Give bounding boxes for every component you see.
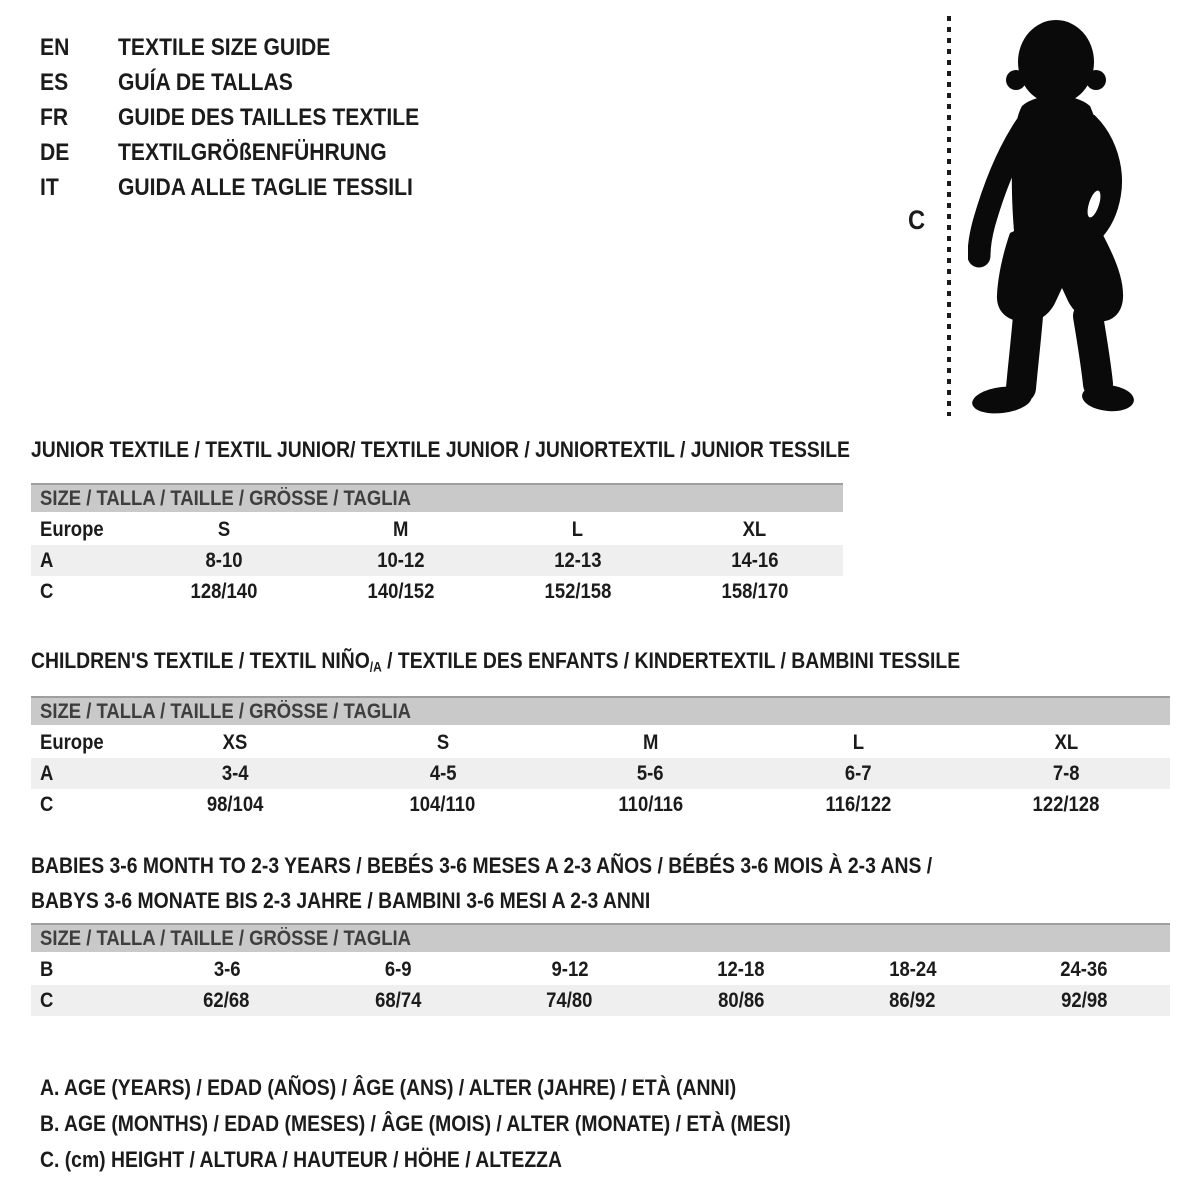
row-label-text: A — [40, 548, 54, 572]
cell — [131, 731, 339, 755]
cell-text: 7-8 — [1052, 761, 1080, 785]
row-label-text: C — [40, 988, 54, 1012]
heading-segment: BABYS 3-6 MONATE BIS 2-3 JAHRE / BAMBINI 3-6 MESI A 2-3 ANNI — [31, 888, 651, 913]
size-header-bar — [31, 483, 843, 512]
cell — [999, 958, 1171, 982]
cell — [666, 518, 843, 542]
section-heading — [31, 437, 850, 463]
size-table — [31, 727, 1170, 820]
table-row — [31, 514, 843, 545]
cell-text: 152/158 — [544, 579, 612, 603]
cell — [313, 580, 490, 604]
cell — [490, 518, 667, 542]
section-babies-textile — [31, 853, 1170, 1016]
cell — [484, 958, 656, 982]
language-row — [40, 30, 460, 65]
cell-text: 4-5 — [429, 761, 457, 785]
table-row — [31, 954, 1170, 985]
language-row — [40, 100, 460, 135]
height-measure-label: C — [908, 205, 926, 235]
section-heading-text — [31, 888, 650, 914]
row-label-text: C — [40, 579, 54, 603]
cell — [136, 580, 313, 604]
cell — [339, 793, 547, 817]
cell-text: L — [572, 517, 584, 541]
heading-subscript: /A — [369, 659, 382, 675]
cell-text: 3-4 — [221, 761, 249, 785]
cell — [313, 989, 485, 1013]
cell — [484, 989, 656, 1013]
language-code: ES — [40, 68, 69, 96]
guide-title: GUIDE DES TAILLES TEXTILE — [118, 103, 420, 131]
section-heading — [31, 853, 1170, 879]
table-row — [31, 789, 1170, 820]
cell-text: XS — [222, 730, 248, 754]
table-row — [31, 545, 843, 576]
cell-text: 128/140 — [190, 579, 258, 603]
legend-text: A. AGE (YEARS) / EDAD (AÑOS) / ÂGE (ANS) / ALTER (JAHRE) / ETÀ (ANNI) — [40, 1075, 737, 1100]
cell — [313, 518, 490, 542]
size-header-text: SIZE / TALLA / TAILLE / GRÖSSE / TAGLIA — [40, 926, 411, 950]
language-code: FR — [40, 103, 69, 131]
cell-text: 110/116 — [618, 792, 683, 816]
cell-text: M — [642, 730, 659, 754]
cell-text: 140/152 — [367, 579, 435, 603]
cell-text: 12-13 — [554, 548, 602, 572]
cell-text: 5-6 — [637, 761, 664, 785]
language-list — [40, 30, 460, 205]
cell — [131, 793, 339, 817]
cell — [666, 549, 843, 573]
size-header-bar — [31, 923, 1170, 952]
row-label — [31, 989, 141, 1013]
cell — [339, 762, 547, 786]
cell — [131, 762, 339, 786]
cell-text: M — [393, 517, 409, 541]
cell-text: 3-6 — [213, 957, 241, 981]
cell-text: 80/86 — [718, 988, 765, 1012]
guide-title: GUIDA ALLE TAGLIE TESSILI — [118, 173, 413, 201]
cell — [490, 549, 667, 573]
cell — [313, 958, 485, 982]
legend — [40, 1070, 893, 1178]
cell-text: 12-18 — [717, 957, 765, 981]
row-label-text: A — [40, 761, 54, 785]
cell-text: 104/110 — [409, 792, 476, 816]
toddler-silhouette-icon — [968, 18, 1140, 418]
cell — [313, 549, 490, 573]
language-code: DE — [40, 138, 70, 166]
section-childrens-textile — [31, 648, 1170, 820]
cell — [136, 518, 313, 542]
legend-line — [40, 1070, 893, 1106]
size-table — [31, 954, 1170, 1016]
heading-segment: JUNIOR TEXTILE / TEXTIL JUNIOR/ TEXTILE JUNIOR / JUNIORTEXTIL / JUNIOR TESSILE — [31, 437, 850, 462]
cell — [962, 762, 1170, 786]
row-label — [31, 580, 136, 604]
heading-segment: CHILDREN'S TEXTILE / TEXTIL NIÑO — [31, 648, 370, 673]
heading-segment: / TEXTILE DES ENFANTS / KINDERTEXTIL / BAMBINI TESSILE — [381, 648, 961, 673]
section-heading-text — [31, 648, 960, 680]
cell-text: 8-10 — [205, 548, 243, 572]
heading-segment: BABIES 3-6 MONTH TO 2-3 YEARS / BEBÉS 3-6 MESES A 2-3 AÑOS / BÉBÉS 3-6 MOIS À 2-3 ANS / — [31, 853, 933, 878]
size-header-bar — [31, 696, 1170, 725]
row-label-text: Europe — [40, 730, 104, 754]
table-row — [31, 985, 1170, 1016]
size-header-text: SIZE / TALLA / TAILLE / GRÖSSE / TAGLIA — [40, 486, 411, 510]
cell — [490, 580, 667, 604]
row-label — [31, 762, 131, 786]
cell-text: 158/170 — [721, 579, 789, 603]
cell — [547, 731, 755, 755]
cell-text: 62/68 — [203, 988, 250, 1012]
size-table — [31, 514, 843, 607]
cell-text: 10-12 — [377, 548, 425, 572]
cell-text: 6-7 — [844, 761, 872, 785]
row-label — [31, 549, 136, 573]
cell — [962, 793, 1170, 817]
cell — [754, 762, 962, 786]
language-row — [40, 135, 460, 170]
cell-text: XL — [742, 517, 767, 541]
cell — [962, 731, 1170, 755]
cell — [547, 762, 755, 786]
row-label-text: B — [40, 957, 54, 981]
cell — [136, 549, 313, 573]
cell-text: 74/80 — [546, 988, 593, 1012]
section-junior-textile — [31, 437, 850, 607]
cell — [827, 958, 999, 982]
row-label — [31, 731, 131, 755]
cell-text: 98/104 — [206, 792, 264, 816]
section-heading — [31, 888, 1170, 914]
row-label-text: C — [40, 792, 54, 816]
cell — [656, 958, 828, 982]
language-code: EN — [40, 33, 70, 61]
guide-title: GUÍA DE TALLAS — [118, 68, 293, 96]
cell — [141, 958, 313, 982]
cell-text: 24-36 — [1060, 957, 1108, 981]
legend-line — [40, 1106, 893, 1142]
guide-title: TEXTILGRÖßENFÜHRUNG — [118, 138, 387, 166]
cell — [666, 580, 843, 604]
cell — [999, 989, 1171, 1013]
size-header-text: SIZE / TALLA / TAILLE / GRÖSSE / TAGLIA — [40, 699, 411, 723]
cell — [827, 989, 999, 1013]
cell-text: S — [436, 730, 449, 754]
cell — [339, 731, 547, 755]
cell-text: 9-12 — [551, 957, 589, 981]
cell — [754, 793, 962, 817]
cell-text: XL — [1054, 730, 1078, 754]
legend-line — [40, 1142, 893, 1178]
cell-text: 116/122 — [825, 792, 892, 816]
section-heading-text — [31, 853, 932, 879]
cell — [547, 793, 755, 817]
cell-text: 92/98 — [1061, 988, 1108, 1012]
cell — [656, 989, 828, 1013]
cell-text: L — [852, 730, 864, 754]
height-dashed-line — [947, 16, 951, 416]
cell-text: S — [218, 517, 231, 541]
row-label — [31, 793, 131, 817]
cell — [754, 731, 962, 755]
cell-text: 122/128 — [1032, 792, 1100, 816]
cell — [141, 989, 313, 1013]
table-row — [31, 758, 1170, 789]
row-label — [31, 958, 141, 982]
language-row — [40, 170, 460, 205]
language-code: IT — [40, 173, 59, 201]
cell-text: 6-9 — [384, 957, 412, 981]
language-row — [40, 65, 460, 100]
table-row — [31, 727, 1170, 758]
cell-text: 18-24 — [889, 957, 937, 981]
section-heading-text — [31, 437, 850, 463]
legend-text: C. (cm) HEIGHT / ALTURA / HAUTEUR / HÖHE / ALTEZZA — [40, 1147, 562, 1172]
row-label-text: Europe — [40, 517, 104, 541]
legend-text: B. AGE (MONTHS) / EDAD (MESES) / ÂGE (MOIS) / ALTER (MONATE) / ETÀ (MESI) — [40, 1111, 791, 1136]
table-row — [31, 576, 843, 607]
guide-title: TEXTILE SIZE GUIDE — [118, 33, 331, 61]
section-heading — [31, 648, 1170, 680]
row-label — [31, 518, 136, 542]
cell-text: 14-16 — [730, 548, 779, 572]
cell-text: 68/74 — [375, 988, 422, 1012]
cell-text: 86/92 — [889, 988, 936, 1012]
